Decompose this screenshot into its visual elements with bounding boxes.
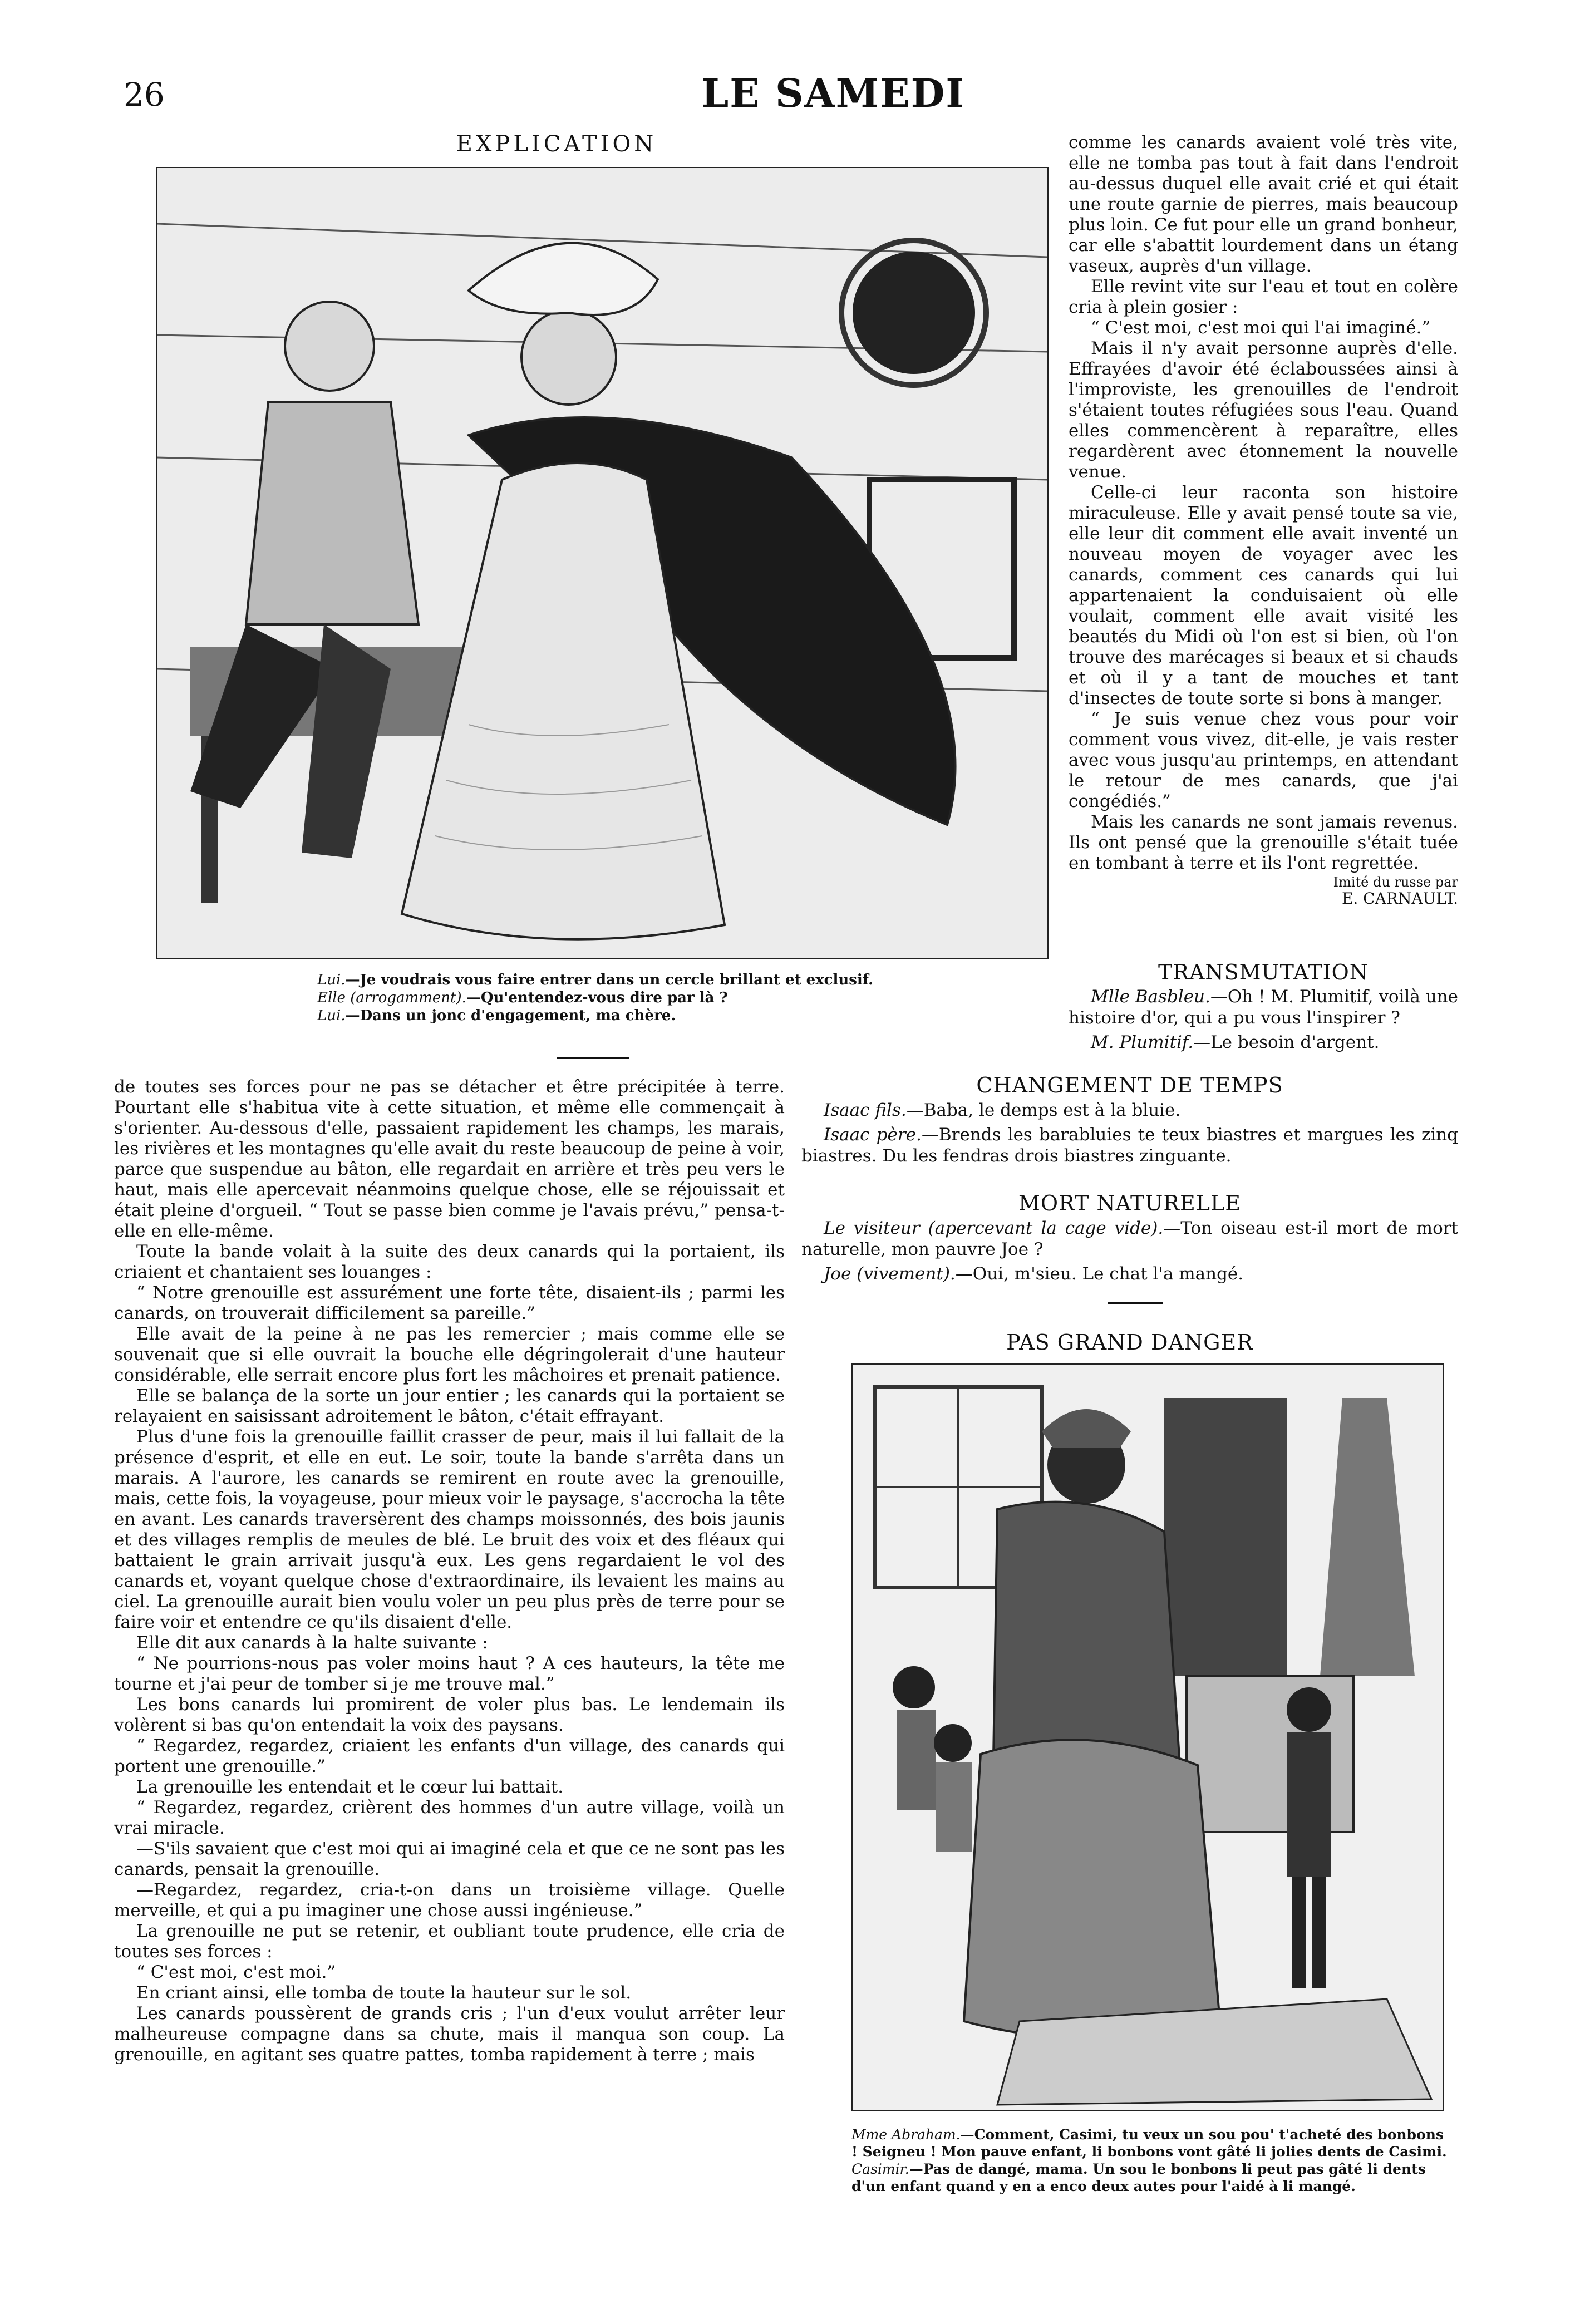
dialog-text: —Brends les barabluies te teux biastres et margues les zinq biastres. Du les fendras drois biastres zinguante. — [801, 1125, 1459, 1166]
story-paragraph: Elle se balança de la sorte un jour entier ; les canards qui la portaient se relayaient en saisissant adroitement le bâton, c'était effrayant. — [114, 1386, 785, 1426]
dialog-line — [1069, 1032, 1458, 1053]
speaker-label: Casimir. — [851, 2161, 909, 2177]
explication-caption — [317, 971, 1041, 1025]
dialog-text: —Oui, m'sieu. Le chat l'a mangé. — [955, 1264, 1244, 1284]
story-paragraph: La grenouille les entendait et le cœur lui battait. — [136, 1777, 564, 1797]
story-paragraph: Les bons canards lui promirent de voler plus bas. Le lendemain ils volèrent si bas qu'on entendait la voix des paysans. — [114, 1695, 785, 1735]
caption-text: —Comment, Casimi, tu veux un sou pou' t'acheté des bonbons ! Seigneu ! Mon pauve enfant, li bonbons vont gâté li jolies dents de Casimi. — [851, 2126, 1447, 2160]
speaker-label: Joe (vivement). — [824, 1264, 956, 1284]
dialog-text: —Baba, le demps est à la bluie. — [906, 1100, 1181, 1120]
speaker-label: Mlle Basbleu. — [1091, 987, 1210, 1007]
caption-line — [317, 971, 1041, 989]
story-left-column — [114, 1077, 785, 2065]
mort-dialog — [801, 1218, 1458, 1288]
story-paragraph: “ Notre grenouille est assurément une forte tête, disaient-ils ; parmi les canards, on trouverait difficilement sa pareille.” — [114, 1283, 785, 1323]
explication-title: EXPLICATION — [456, 131, 657, 157]
story-paragraph: Celle-ci leur raconta son histoire miraculeuse. Elle y avait pensé toute sa vie, elle leur dit comment elle avait inventé un nouveau moyen de voyager avec les canards, comment ces canards qui lui appartenaient la conduisaient où elle voulait, comment elle avait visité les beautés du Midi où l'on est si bien, où l'on trouve des marécages si beaux et si chauds et où il y a tant de mouches et tant d'insectes de toute sorte si bons à manger. — [1069, 482, 1458, 708]
changement-dialog — [801, 1100, 1458, 1170]
story-paragraph: Toute la bande volait à la suite des deux canards qui la portaient, ils criaient et chantaient ses louanges : — [114, 1242, 785, 1282]
story-right-column — [1069, 132, 1458, 907]
story-paragraph: Plus d'une fois la grenouille faillit crasser de peur, mais il lui fallait de la présence d'esprit, et elle en eut. Le soir, toute la bande s'arrêta dans un marais. A l'aurore, les canards se remirent en route avec la grenouille, mais, cette fois, la voyageuse, pour mieux voir le paysage, s'accrocha la tête en avant. Les canards traversèrent des champs moissonnés, des bois jaunis et des villages remplis de meules de blé. Le bruit des voix et des fléaux qui battaient le grain arrivait jusqu'à eux. Les gens regardaient le vol des canards et, voyant quelque chose d'extraordinaire, ils levaient les mains au ciel. La grenouille aurait bien voulu voler un peu plus près de terre pour se faire voir et entendre ce qu'ils disaient d'elle. — [114, 1427, 785, 1632]
dialog-text: —Le besoin d'argent. — [1193, 1032, 1380, 1052]
story-paragraph: “ C'est moi, c'est moi qui l'ai imaginé.” — [1091, 318, 1431, 338]
dialog-line — [801, 1100, 1458, 1121]
mort-title: MORT NATURELLE — [1018, 1191, 1241, 1215]
transmutation-title: TRANSMUTATION — [1158, 960, 1369, 984]
caption-text: —Je voudrais vous faire entrer dans un cercle brillant et exclusif. — [345, 972, 874, 988]
divider — [1108, 1302, 1163, 1304]
transmutation-dialog — [1069, 986, 1458, 1056]
caption-line — [851, 2126, 1447, 2160]
caption-line — [851, 2160, 1447, 2195]
story-paragraph: La grenouille ne put se retenir, et oubliant toute prudence, elle cria de toutes ses forces : — [114, 1921, 785, 1962]
speaker-label: Isaac fils. — [824, 1100, 907, 1120]
story-paragraph: “ Je suis venue chez vous pour voir comment vous vivez, dit-elle, je vais rester avec vous jusqu'au printemps, en attendant le retour de mes canards, que j'ai congédiés.” — [1069, 709, 1458, 811]
caption-text: —Qu'entendez-vous dire par là ? — [466, 989, 728, 1006]
story-paragraph: Elle dit aux canards à la halte suivante : — [136, 1633, 488, 1653]
dialog-line — [801, 1263, 1458, 1284]
signature-credit: Imité du russe par — [1333, 874, 1458, 890]
changement-title: CHANGEMENT DE TEMPS — [976, 1073, 1283, 1097]
speaker-label: M. Plumitif. — [1091, 1032, 1194, 1052]
story-paragraph: Mais il n'y avait personne auprès d'elle. Effrayées d'avoir été éclaboussées ainsi à l'improviste, les grenouilles de l'endroit s'étaient toutes réfugiées sous l'eau. Quand elles commencèrent à reparaître, elles regardèrent avec étonnement la nouvelle venue. — [1069, 338, 1458, 482]
speaker-label: Lui. — [317, 1007, 346, 1024]
danger-caption — [851, 2126, 1447, 2195]
newspaper-title: LE SAMEDI — [701, 70, 966, 116]
story-paragraph: Mais les canards ne sont jamais revenus. Ils ont pensé que la grenouille s'était tuée en tombant à terre et ils l'ont regrettée. — [1069, 812, 1458, 873]
divider — [557, 1057, 629, 1059]
story-paragraph: —S'ils savaient que c'est moi qui ai imaginé cela et que ce ne sont pas les canards, pensait la grenouille. — [114, 1839, 785, 1879]
dialog-line — [801, 1124, 1458, 1166]
explication-illustration — [156, 167, 1049, 959]
dialog-line — [801, 1218, 1458, 1260]
story-paragraph: comme les canards avaient volé très vite, elle ne tomba pas tout à fait dans l'endroit au-dessus duquel elle avait crié et qui était une route garnie de pierres, mais beaucoup plus loin. Ce fut pour elle un grand bonheur, car elle s'abattit lourdement dans un étang vaseux, auprès d'un village. — [1069, 132, 1458, 276]
danger-title: PAS GRAND DANGER — [1006, 1330, 1253, 1355]
story-paragraph: de toutes ses forces pour ne pas se détacher et être précipitée à terre. Pourtant elle s'habitua vite à cette situation, et même elle commençait à s'orienter. Au-dessous d'elle, passaient rapidement les champs, les marais, les rivières et les montagnes qu'elle avait du reste beaucoup de peine à voir, parce que suspendue au bâton, elle regardait en arrière et très peu vers le haut, mais elle apercevait néanmoins quelque chose, elle se réjouissait et était pleine d'orgueil. “ Tout se passe bien comme je l'avais prévu,” pensa-t-elle en elle-même. — [114, 1077, 785, 1241]
story-paragraph: En criant ainsi, elle tomba de toute la hauteur sur le sol. — [136, 1983, 632, 2003]
speaker-label: Lui. — [317, 972, 346, 988]
speaker-label: Le visiteur (apercevant la cage vide). — [824, 1218, 1164, 1238]
caption-line — [317, 989, 1041, 1007]
story-paragraph: “ Regardez, regardez, criaient les enfants d'un village, des canards qui portent une grenouille.” — [114, 1736, 785, 1776]
caption-text: —Dans un jonc d'engagement, ma chère. — [345, 1007, 676, 1024]
speaker-label: Mme Abraham. — [851, 2126, 961, 2143]
danger-illustration — [851, 1363, 1444, 2111]
story-paragraph: —Regardez, regardez, cria-t-on dans un troisième village. Quelle merveille, et qui a pu imaginer une chose aussi ingénieuse.” — [114, 1880, 785, 1921]
story-paragraph: Elle avait de la peine à ne pas les remercier ; mais comme elle se souvenait que si elle ouvrait la bouche elle dégringolerait d'une hauteur considérable, elle serrait encore plus fort les mâchoires et prenait patience. — [114, 1324, 785, 1385]
speaker-label: Elle (arrogamment). — [317, 989, 466, 1006]
story-paragraph: “ Ne pourrions-nous pas voler moins haut ? A ces hauteurs, la tête me tourne et j'ai peur de tomber si je me trouve mal.” — [114, 1653, 785, 1694]
story-paragraph: Elle revint vite sur l'eau et tout en colère cria à plein gosier : — [1069, 277, 1458, 317]
kitchen-scene-image — [853, 1365, 1443, 2110]
dialog-line — [1069, 986, 1458, 1028]
dialog-text: —Oh ! M. Plumitif, voilà une histoire d'or, qui a pu vous l'inspirer ? — [1069, 987, 1458, 1028]
story-paragraph: “ C'est moi, c'est moi.” — [136, 1962, 336, 1982]
couple-engraving-image — [157, 168, 1047, 958]
story-paragraph: Les canards poussèrent de grands cris ; l'un d'eux voulut arrêter leur malheureuse compagne dans sa chute, mais il manqua son coup. La grenouille, en agitant ses quatre pattes, tomba rapidement à terre ; mais — [114, 2003, 785, 2065]
signature-author: E. CARNAULT. — [1341, 889, 1458, 908]
page-number: 26 — [124, 76, 165, 114]
speaker-label: Isaac père. — [824, 1125, 922, 1145]
caption-text: —Pas de dangé, mama. Un sou le bonbons li peut pas gâté li dents d'un enfant quand y en a enco deux autes pour l'aidé à li mangé. — [851, 2161, 1426, 2194]
dialog-text: —Ton oiseau est-il mort de mort naturelle, mon pauvre Joe ? — [801, 1218, 1459, 1259]
story-paragraph: “ Regardez, regardez, crièrent des hommes d'un autre village, voilà un vrai miracle. — [114, 1798, 785, 1838]
caption-line — [317, 1007, 1041, 1025]
